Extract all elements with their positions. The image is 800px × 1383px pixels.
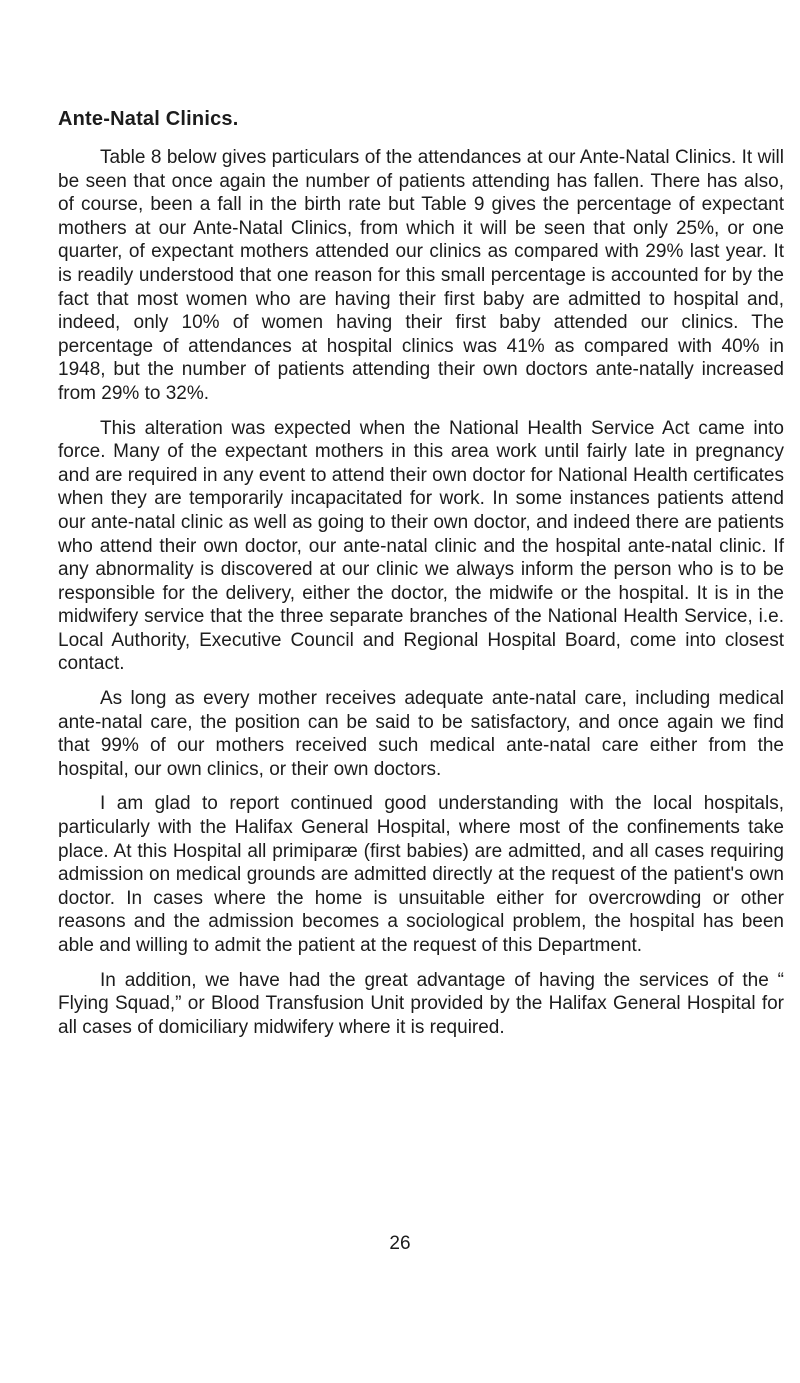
body-text — [58, 146, 784, 1039]
paragraph: As long as every mother receives adequate ante-natal care, including medical ante-natal care, the position can be said to be satisfactory, and once again we find that 99% of our mothers received such medical ante-natal care either from the hospital, our own clinics, or their own doctors. — [58, 688, 784, 780]
page-number: 26 — [389, 1233, 411, 1254]
paragraph: This alteration was expected when the National Health Service Act came into force. Many of the expectant mothers in this area work until fairly late in pregnancy and are required in any event to attend their own doctor for National Health certificates when they are temporarily incapacitated for work. In some instances patients attend our ante-natal clinic as well as going to their own doctor, and indeed there are patients who attend their own doctor, our ante-natal clinic and the hospital ante-natal clinic. If any abnormality is discovered at our clinic we always inform the person who is to be responsible for the delivery, either the doctor, the midwife or the hospital. It is in the midwifery service that the three separate branches of the National Health Service, i.e. Local Authority, Executive Council and Regional Hospital Board, come into closest contact. — [58, 417, 784, 675]
paragraph: I am glad to report continued good understanding with the local hospitals, particularly with the Halifax General Hospital, where most of the confinements take place. At this Hospital all primiparæ (first babies) are admitted, and all cases requiring admission on medical grounds are admitted directly at the request of the patient's own doctor. In cases where the home is unsuitable either for overcrowding or other reasons and the admission becomes a sociological problem, the hospital has been able and willing to admit the patient at the request of this Department. — [58, 793, 784, 956]
section-heading: Ante-Natal Clinics. — [58, 108, 239, 130]
paragraph: Table 8 below gives particulars of the attendances at our Ante-Natal Clinics. It will be seen that once again the number of patients attending has fallen. There has also, of course, been a fall in the birth rate but Table 9 gives the percentage of expectant mothers at our Ante-Natal Clinics, from which it will be seen that only 25%, or one quarter, of expectant mothers attended our clinics as compared with 29% last year. It is readily understood that one reason for this small percentage is accounted for by the fact that most women who are having their first baby are admitted to hospital and, indeed, only 10% of women having their first baby attended our clinics. The percentage of attendances at hospital clinics was 41% as compared with 40% in 1948, but the number of patients attending their own doctors ante-natally increased from 29% to 32%. — [58, 147, 784, 404]
paragraph: In addition, we have had the great advantage of having the services of the “ Flying Squad,” or Blood Transfusion Unit provided by the Halifax General Hospital for all cases of domiciliary midwifery where it is required. — [58, 969, 784, 1038]
